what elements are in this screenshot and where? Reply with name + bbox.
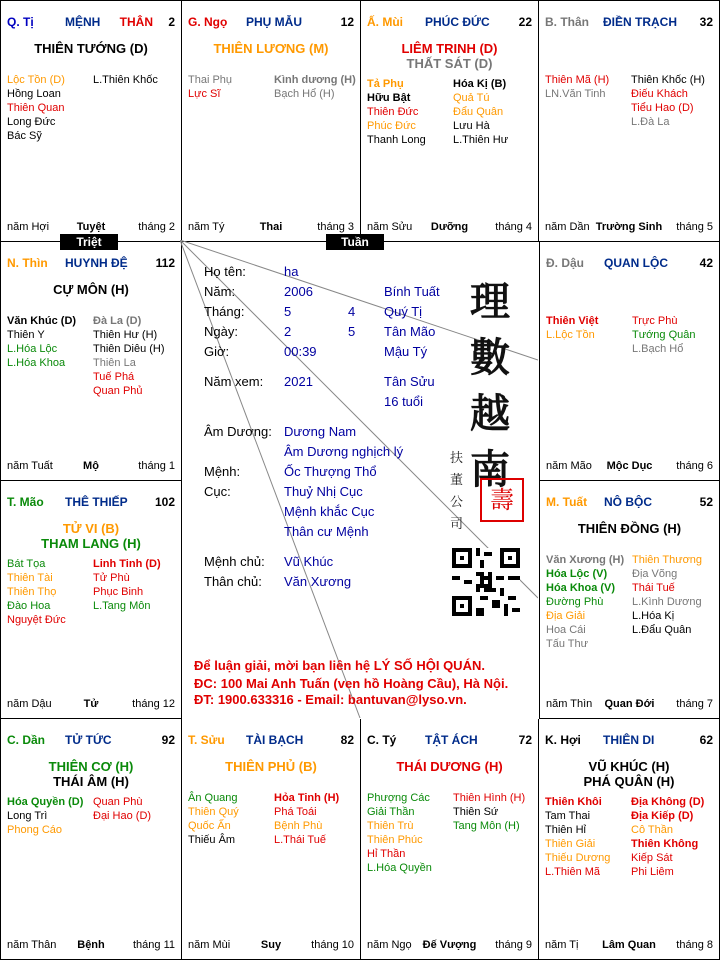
minor-star: Tả Phụ <box>367 78 404 90</box>
palace-year: năm Hợi <box>7 221 50 233</box>
palace-name: PHỤ MẪU <box>246 15 302 29</box>
body-palace-note: Thân cư Mệnh <box>284 524 369 539</box>
minor-star: Giải Thần <box>367 806 415 818</box>
palace-ngo[interactable] <box>182 1 361 242</box>
year-stem: Bính Tuất <box>384 284 440 299</box>
minor-star: Đào Hoa <box>7 600 51 612</box>
palace-age-number: 102 <box>154 495 175 509</box>
palace-year: năm Dậu <box>7 698 52 710</box>
palace-tuat[interactable] <box>539 481 719 719</box>
main-star: LIÊM TRINH (D) <box>401 41 498 56</box>
minor-star: L.Hóa Kị <box>632 610 675 622</box>
destiny-value: Ốc Thượng Thổ <box>284 464 377 479</box>
minor-stars-right <box>93 314 165 398</box>
palace-year: năm Tuất <box>7 460 53 472</box>
minor-star: L.Đẩu Quân <box>632 624 692 636</box>
minor-star: Thai Phụ <box>188 74 233 86</box>
life-stage: Lâm Quan <box>602 939 656 951</box>
bureau-label: Cục: <box>204 484 231 499</box>
palace-header <box>545 733 713 747</box>
yin-yang-label: Âm Dương: <box>204 424 272 439</box>
palace-branch: Q. Tị <box>7 15 34 29</box>
palace-header <box>546 495 713 509</box>
life-stage: Tử <box>83 698 99 710</box>
minor-star: Lưu Hà <box>453 120 490 132</box>
palace-header <box>7 256 175 270</box>
minor-star: Ân Quang <box>188 792 238 804</box>
palace-footer <box>546 460 713 474</box>
palace-footer <box>367 221 532 235</box>
minor-star: Thiên Sứ <box>453 806 499 818</box>
minor-star: Thiên Việt <box>546 315 599 327</box>
minor-star: Thiên Không <box>631 838 699 850</box>
palace-footer <box>188 939 354 953</box>
center-panel <box>180 240 538 718</box>
palace-name: PHÚC ĐỨC <box>425 15 490 29</box>
minor-star: L.Thiên Hư <box>453 134 509 146</box>
minor-star: Nguyệt Đức <box>7 614 66 626</box>
life-stage: Mộc Dục <box>606 460 653 472</box>
palace-age-number: 32 <box>699 15 713 29</box>
minor-star: Điếu Khách <box>631 88 688 100</box>
qr-code-icon[interactable] <box>452 548 520 616</box>
palace-name: ĐIỀN TRẠCH <box>603 15 677 29</box>
palace-footer <box>188 221 354 235</box>
minor-star: Hóa Lộc (V) <box>546 568 608 580</box>
minor-star: Quả Tú <box>453 92 490 104</box>
minor-star: Thiên Hình (H) <box>453 792 526 804</box>
life-stage: Tuyệt <box>76 221 106 233</box>
minor-star: Thanh Long <box>367 134 426 146</box>
minor-star: Địa Giải <box>546 610 586 622</box>
minor-stars-left <box>188 73 232 101</box>
minor-star: Linh Tinh (D) <box>93 558 161 570</box>
minor-star: Thiên Hư (H) <box>93 329 158 341</box>
minor-star: Phong Cáo <box>7 824 63 836</box>
main-star: THIÊN PHỦ (B) <box>225 759 317 774</box>
palace-month: tháng 3 <box>317 221 354 233</box>
minor-star: Bác Sỹ <box>7 130 42 142</box>
bureau-note: Mệnh khắc Cục <box>284 504 375 519</box>
palace-suu[interactable] <box>182 719 361 959</box>
life-stage: Thai <box>259 221 283 233</box>
hour-label: Giờ: <box>204 344 230 359</box>
main-star: TỬ VI (B) <box>62 521 120 536</box>
palace-age-number: 92 <box>161 733 175 747</box>
palace-year: năm Thìn <box>546 698 593 710</box>
minor-stars-right <box>274 73 356 101</box>
palace-header <box>546 256 713 270</box>
minor-star: Hóa Kị (B) <box>453 78 507 90</box>
body-master-label: Thân chủ: <box>204 574 262 589</box>
minor-star: L.Hóa Lộc <box>7 343 58 355</box>
body-palace-marker: THÂN <box>119 15 153 29</box>
minor-stars-left <box>7 557 66 627</box>
palace-age-number: 22 <box>518 15 532 29</box>
palace-branch: K. Hợi <box>545 733 581 747</box>
minor-star: Long Trì <box>7 810 48 822</box>
palace-name: THIÊN DI <box>603 733 655 747</box>
minor-star: L.Thiên Mã <box>545 866 601 878</box>
minor-star: Thiên Phúc <box>367 834 423 846</box>
palace-name: QUAN LỘC <box>604 256 668 270</box>
minor-star: LN.Văn Tinh <box>545 88 606 100</box>
month-stem: Quý Tị <box>384 304 423 319</box>
life-stage: Quan Đới <box>604 698 655 710</box>
minor-stars-right <box>632 553 702 637</box>
minor-star: Hỉ Thần <box>367 848 406 860</box>
palace-dan[interactable] <box>1 719 182 959</box>
red-seal: 壽 <box>480 478 524 522</box>
minor-star: Hóa Quyền (D) <box>7 796 84 808</box>
palace-age-number: 52 <box>699 495 713 509</box>
minor-star: Quốc Ấn <box>188 820 231 832</box>
palace-age-number: 72 <box>518 733 532 747</box>
minor-star: L.Đà La <box>631 116 670 128</box>
minor-stars-right <box>453 791 525 833</box>
minor-star: Hỏa Tinh (H) <box>274 792 340 804</box>
palace-name: TỬ TỨC <box>65 733 112 747</box>
palace-month: tháng 1 <box>138 460 175 472</box>
life-stage: Dưỡng <box>430 221 469 233</box>
palace-footer <box>545 221 713 235</box>
palace-branch: B. Thân <box>545 15 589 29</box>
palace-year: năm Dần <box>545 221 590 233</box>
palace-branch: Ấ. Mùi <box>367 15 403 29</box>
main-star: PHÁ QUÂN (H) <box>583 774 675 789</box>
minor-star: Tướng Quân <box>632 329 696 341</box>
palace-month: tháng 2 <box>138 221 175 233</box>
palace-ti[interactable] <box>1 1 182 242</box>
palace-name: MỆNH <box>65 15 101 29</box>
minor-star: Thiên Hỉ <box>545 824 586 836</box>
contact-address: ĐC: 100 Mai Anh Tuấn (ven hồ Hoàng Cầu), Hà Nội. <box>194 676 509 691</box>
palace-month: tháng 5 <box>676 221 713 233</box>
hour-stem: Mậu Tý <box>384 344 428 359</box>
palace-header <box>188 733 354 747</box>
minor-stars-right <box>274 791 339 847</box>
day-label: Ngày: <box>204 324 238 339</box>
minor-star: Địa Võng <box>632 568 678 580</box>
minor-star: Hồng Loan <box>7 88 61 100</box>
palace-year: năm Mùi <box>188 939 231 951</box>
main-star: THÁI DƯƠNG (H) <box>396 759 503 774</box>
day-value: 2 <box>284 324 292 339</box>
minor-star: Thái Tuế <box>632 582 675 594</box>
minor-star: Hữu Bật <box>367 92 411 104</box>
minor-star: Tấu Thư <box>546 638 589 650</box>
palace-month: tháng 12 <box>132 698 175 710</box>
minor-stars-left <box>367 77 426 147</box>
minor-star: Thiên Khốc (H) <box>631 74 705 86</box>
minor-star: Thiên La <box>93 357 136 369</box>
title-char-1: 理 <box>470 278 510 325</box>
palace-age-number: 42 <box>699 256 713 270</box>
minor-star: Phượng Các <box>367 792 430 804</box>
minor-stars-left <box>188 791 239 847</box>
palace-name: TẬT ÁCH <box>425 733 478 747</box>
name-value: ha <box>284 264 299 279</box>
yin-yang-value: Dương Nam <box>284 424 357 439</box>
palace-year: năm Thân <box>7 939 57 951</box>
minor-star: Thiên Mã (H) <box>545 74 610 86</box>
minor-star: Bạch Hổ (H) <box>274 88 335 100</box>
minor-star: Văn Xương (H) <box>546 554 625 566</box>
minor-stars-left <box>546 314 598 342</box>
view-year-value: 2021 <box>284 374 313 389</box>
minor-star: L.Hóa Khoa <box>7 357 66 369</box>
palace-footer <box>7 698 175 712</box>
main-star: THIÊN TƯỚNG (D) <box>34 41 148 56</box>
palace-thin[interactable] <box>1 242 182 481</box>
palace-footer <box>545 939 713 953</box>
side-calligraphy: 扶董公司 <box>450 451 464 532</box>
minor-star: Thiên Quý <box>188 806 239 818</box>
title-char-3: 越 <box>470 390 510 437</box>
minor-star: Thiếu Âm <box>188 834 236 846</box>
minor-star: Văn Khúc (D) <box>7 315 77 327</box>
palace-branch: M. Tuất <box>546 495 588 509</box>
minor-stars-right <box>453 77 508 147</box>
minor-star: Đẩu Quân <box>453 106 504 118</box>
minor-star: Địa Kiếp (D) <box>631 810 694 822</box>
palace-dau[interactable] <box>539 242 719 481</box>
year-label: Năm: <box>204 284 236 299</box>
life-stage: Bệnh <box>77 939 105 951</box>
palace-month: tháng 10 <box>311 939 354 951</box>
palace-year: năm Mão <box>546 460 592 472</box>
age-value: 16 tuổi <box>384 394 424 409</box>
contact-phone-email[interactable]: ĐT: 1900.633316 - Email: bantuvan@lyso.vn. <box>194 692 467 707</box>
month-value: 5 <box>284 304 292 319</box>
palace-footer <box>546 698 713 712</box>
hour-value: 00:39 <box>284 344 317 359</box>
palace-age-number: 112 <box>155 256 175 270</box>
minor-star: Phá Toái <box>274 806 317 818</box>
palace-branch: T. Mão <box>7 495 44 509</box>
tuan-marker: Tuần <box>326 234 384 250</box>
minor-star: Tiểu Hao (D) <box>631 102 694 114</box>
minor-star: Thiên Giải <box>545 838 596 850</box>
palace-header <box>7 495 175 509</box>
minor-star: Thiên Thọ <box>7 586 57 598</box>
minor-star: Phi Liêm <box>631 866 674 878</box>
life-stage: Suy <box>260 939 282 951</box>
main-star: THAM LANG (H) <box>41 536 141 551</box>
palace-month: tháng 4 <box>495 221 532 233</box>
yin-yang-note: Âm Dương nghịch lý <box>284 444 404 459</box>
minor-star: Bệnh Phù <box>274 820 323 832</box>
minor-star: Đường Phù <box>546 596 604 608</box>
minor-stars-right <box>93 557 161 613</box>
palace-branch: Đ. Dậu <box>546 256 585 270</box>
minor-stars-right <box>93 795 151 823</box>
minor-star: Thiên Y <box>7 329 45 341</box>
palace-name: TÀI BẠCH <box>246 733 304 747</box>
minor-stars-right <box>631 73 705 129</box>
palace-age-number: 82 <box>340 733 354 747</box>
life-stage: Đế Vượng <box>422 939 477 951</box>
palace-header <box>7 15 175 29</box>
triet-marker: Triệt <box>60 234 118 250</box>
palace-mao[interactable] <box>1 481 182 719</box>
main-star: VŨ KHÚC (H) <box>588 759 670 774</box>
minor-star: Thiên Đức <box>367 106 419 118</box>
minor-star: Lực Sĩ <box>188 88 221 100</box>
view-year-label: Năm xem: <box>204 374 264 389</box>
minor-stars-left <box>7 73 65 143</box>
minor-star: Đại Hao (D) <box>93 810 152 822</box>
minor-star: L.Bạch Hổ <box>632 343 684 355</box>
palace-month: tháng 8 <box>676 939 713 951</box>
minor-star: L.Lộc Tồn <box>546 329 595 341</box>
palace-age-number: 2 <box>168 15 175 29</box>
palace-header <box>7 733 175 747</box>
destiny-master-label: Mệnh chủ: <box>204 554 265 569</box>
palace-branch: C. Tý <box>367 733 397 747</box>
life-stage: Mộ <box>83 460 99 472</box>
destiny-master-value: Vũ Khúc <box>284 554 334 569</box>
palace-name: NÔ BỘC <box>604 495 652 509</box>
minor-stars-left <box>545 73 609 101</box>
main-star: THIÊN ĐỒNG (H) <box>577 521 682 536</box>
contact-line-1: Để luận giải, mời bạn liên hệ LÝ SỐ HỘI QUÁN. <box>194 658 485 673</box>
palace-header <box>367 733 532 747</box>
day-stem: Tân Mão <box>384 324 436 339</box>
palace-footer <box>367 939 532 953</box>
body-master-value: Văn Xương <box>284 574 352 589</box>
minor-star: Thiên Tài <box>7 572 53 584</box>
palace-footer <box>7 939 175 953</box>
day-lunar: 5 <box>348 324 356 339</box>
minor-star: Thiên Quan <box>7 102 65 114</box>
minor-stars-right <box>631 795 704 879</box>
palace-ty[interactable] <box>361 719 539 959</box>
bureau-value: Thuỷ Nhị Cục <box>284 484 363 499</box>
minor-star: L.Thiên Khốc <box>93 74 158 86</box>
minor-star: Cô Thần <box>631 824 673 836</box>
palace-month: tháng 11 <box>132 939 175 951</box>
name-label: Họ tên: <box>204 264 246 279</box>
minor-star: Kiếp Sát <box>631 852 673 864</box>
month-lunar: 4 <box>348 304 356 319</box>
palace-name: THÊ THIẾP <box>65 495 128 509</box>
main-star: THÁI ÂM (H) <box>53 774 129 789</box>
palace-year: năm Tị <box>545 939 579 951</box>
minor-star: Thiên Khôi <box>545 796 602 808</box>
minor-stars-left <box>367 791 432 875</box>
minor-star: L.Hóa Quyền <box>367 862 432 874</box>
palace-age-number: 62 <box>699 733 713 747</box>
palace-hoi[interactable] <box>539 719 719 959</box>
minor-star: Bát Tọa <box>7 558 46 570</box>
minor-star: L.Thái Tuế <box>274 834 326 846</box>
minor-star: Quan Phù <box>93 796 143 808</box>
main-star: THẤT SÁT (D) <box>406 56 493 71</box>
minor-star: Tang Môn (H) <box>453 820 520 832</box>
minor-star: Đà La (D) <box>93 315 142 327</box>
palace-name: HUYNH ĐỆ <box>65 256 128 270</box>
minor-star: Trực Phù <box>632 315 678 327</box>
palace-footer <box>7 460 175 474</box>
minor-stars-right <box>93 73 158 87</box>
palace-year: năm Tý <box>188 221 225 233</box>
minor-star: Thiên Trù <box>367 820 414 832</box>
palace-month: tháng 6 <box>676 460 713 472</box>
title-char-2: 數 <box>470 334 510 381</box>
minor-star: Tam Thai <box>545 810 591 822</box>
minor-stars-right <box>632 314 696 356</box>
minor-stars-left <box>545 795 610 879</box>
minor-star: Địa Không (D) <box>631 796 705 808</box>
minor-star: Tuế Phá <box>93 371 135 383</box>
main-star: THIÊN CƠ (H) <box>48 759 134 774</box>
minor-star: Hóa Khoa (V) <box>546 582 616 594</box>
minor-star: Quan Phủ <box>93 385 143 397</box>
palace-footer <box>7 221 175 235</box>
palace-month: tháng 9 <box>495 939 532 951</box>
minor-star: Long Đức <box>7 116 56 128</box>
minor-stars-left <box>7 314 76 370</box>
view-year-stem: Tân Sửu <box>384 374 435 389</box>
minor-star: Thiếu Dương <box>545 852 611 864</box>
palace-month: tháng 7 <box>676 698 713 710</box>
palace-branch: C. Dần <box>7 733 46 747</box>
palace-header <box>545 15 713 29</box>
minor-star: Thiên Diêu (H) <box>93 343 165 355</box>
minor-star: L.Kình Dương <box>632 596 702 608</box>
palace-header <box>188 15 354 29</box>
life-stage: Trường Sinh <box>595 221 663 233</box>
minor-stars-left <box>7 795 83 837</box>
palace-branch: G. Ngọ <box>188 15 228 29</box>
palace-than[interactable] <box>539 1 719 242</box>
minor-star: Lộc Tồn (D) <box>7 74 65 86</box>
month-label: Tháng: <box>204 304 245 319</box>
minor-star: L.Tang Môn <box>93 600 151 612</box>
palace-age-number: 12 <box>340 15 354 29</box>
title-char-4: 南 <box>470 446 510 493</box>
calligraphy-title <box>470 274 510 498</box>
palace-branch: N. Thìn <box>7 256 48 270</box>
year-value: 2006 <box>284 284 313 299</box>
palace-header <box>367 15 532 29</box>
minor-stars-left <box>546 553 624 651</box>
minor-star: Phúc Đức <box>367 120 416 132</box>
minor-star: Hoa Cái <box>546 624 586 636</box>
minor-star: Phục Binh <box>93 586 144 598</box>
main-star: CỰ MÔN (H) <box>53 282 129 297</box>
main-star: THIÊN LƯƠNG (M) <box>213 41 329 56</box>
palace-branch: T. Sửu <box>188 733 225 747</box>
palace-year: năm Ngọ <box>367 939 412 951</box>
destiny-label: Mệnh: <box>204 464 241 479</box>
minor-star: Thiên Thương <box>632 554 703 566</box>
palace-mui[interactable] <box>361 1 539 242</box>
palace-year: năm Sửu <box>367 221 413 233</box>
minor-star: Kình dương (H) <box>274 74 356 86</box>
minor-star: Tử Phù <box>93 572 130 584</box>
